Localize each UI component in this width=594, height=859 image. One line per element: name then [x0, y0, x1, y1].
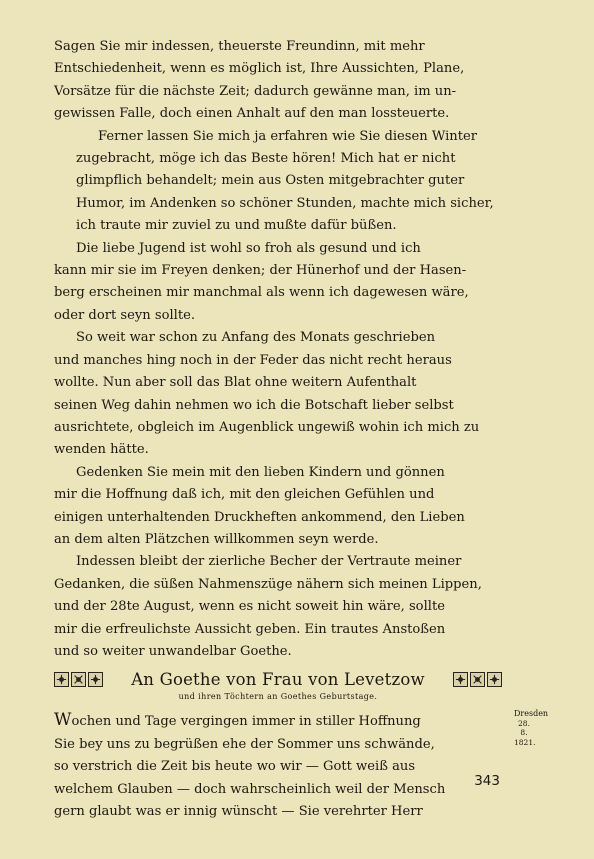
floral-tile-icon [453, 672, 468, 687]
text-line: Entschiedenheit, wenn es möglich ist, Ihre Aussichten, Plane, [54, 61, 465, 77]
text-line: und so weiter unwandelbar Goethe. [54, 643, 292, 659]
text-line: Gedanken, die süßen Nahmenszüge nähern sich meinen Lippen, [54, 576, 482, 592]
page-number: 343 [474, 773, 500, 789]
text-line: berg erscheinen mir manchmal als wenn ich dagewesen wäre, [54, 285, 469, 301]
ornament-group-right [453, 672, 502, 687]
paragraph-4 [54, 327, 502, 461]
text-line: an dem alten Plätzchen willkommen seyn werde. [54, 531, 379, 547]
text-line: zugebracht, möge ich das Beste hören! Mich hat er nicht [76, 151, 456, 167]
section-heading-row [54, 667, 502, 691]
floral-tile-icon [54, 672, 69, 687]
text-line: Gedenken Sie mein mit den lieben Kindern und gönnen [76, 464, 445, 480]
text-line-rest: ochen und Tage vergingen immer in stiller Hoffnung [71, 714, 421, 730]
text-line: ich traute mir zuviel zu und mußte dafür büßen. [76, 218, 397, 234]
text-line: Ferner lassen Sie mich ja erfahren wie Sie diesen Winter [98, 128, 477, 144]
text-line: Vorsätze für die nächste Zeit; dadurch gewänne man, im un- [54, 83, 457, 99]
text-line: mir die erfreulichste Aussicht geben. Ein trautes Anstoßen [54, 621, 446, 637]
text-line: glimpflich behandelt; mein aus Osten mitgebrachter guter [76, 173, 465, 189]
section-subheading: und ihren Töchtern an Goethes Geburtstage. [178, 692, 378, 702]
text-line [54, 709, 460, 733]
text-line: Sagen Sie mir indessen, theuerste Freundinn, mit mehr [54, 39, 425, 54]
text-line: Die liebe Jugend ist wohl so froh als gesund und ich [76, 240, 421, 256]
text-line: und der 28te August, wenn es nicht soweit hin wäre, sollte [54, 599, 445, 615]
text-line: wenden hätte. [54, 442, 149, 458]
text-block [54, 36, 549, 823]
text-line: einigen unterhaltenden Druckheften ankommend, den Lieben [54, 509, 465, 525]
text-line: Indessen bleibt der zierliche Becher der Vertraute meiner [76, 554, 462, 570]
text-line: welchem Glauben — doch wahrscheinlich weil der Mensch [54, 781, 446, 797]
text-line: ausrichtete, obgleich im Augenblick ungewiß wohin ich mich zu [54, 419, 480, 435]
text-line: Sie bey uns zu begrüßen ehe der Sommer uns schwände, [54, 736, 435, 752]
margin-date-top: 28. 8. [518, 718, 530, 738]
text-line: seinen Weg dahin nehmen wo ich die Botschaft lieber selbst [54, 397, 454, 413]
paragraph-6 [54, 551, 502, 663]
margin-date-bottom: 1821. [514, 737, 536, 747]
text-line: wollte. Nun aber soll das Blat ohne weitern Aufenthalt [54, 375, 417, 391]
floral-tile-icon [71, 672, 86, 687]
text-line: So weit war schon zu Anfang des Monats geschrieben [76, 330, 436, 346]
margin-note [514, 709, 574, 747]
floral-tile-icon [470, 672, 485, 687]
ornament-group-left [54, 672, 103, 687]
paragraph-5 [54, 462, 502, 552]
text-line: oder dort seyn sollte. [54, 307, 195, 323]
floral-tile-icon [487, 672, 502, 687]
section-heading: An Goethe von Frau von Levetzow [131, 669, 425, 689]
text-line: so verstrich die Zeit bis heute wo wir — Gott weiß aus [54, 759, 416, 775]
floral-tile-icon [88, 672, 103, 687]
text-line: Humor, im Andenken so schöner Stunden, machte mich sicher, [76, 195, 494, 211]
text-line: kann mir sie im Freyen denken; der Hünerhof und der Hasen- [54, 263, 467, 279]
text-line: gewissen Falle, doch einen Anhalt auf den man lossteuerte. [54, 106, 450, 122]
paragraph-3 [54, 238, 502, 328]
drop-cap: W [54, 710, 72, 731]
paragraph-2 [54, 126, 502, 238]
letter-body [54, 709, 549, 823]
letter-paragraph [54, 709, 502, 823]
margin-place: Dresden [514, 709, 549, 719]
text-line: und manches hing noch in der Feder das nicht recht heraus [54, 352, 452, 368]
paragraph-1 [54, 36, 502, 126]
text-line: gern glaubt was er innig wünscht — Sie verehrter Herr [54, 804, 423, 819]
text-line: mir die Hoffnung daß ich, mit den gleichen Gefühlen und [54, 487, 435, 503]
